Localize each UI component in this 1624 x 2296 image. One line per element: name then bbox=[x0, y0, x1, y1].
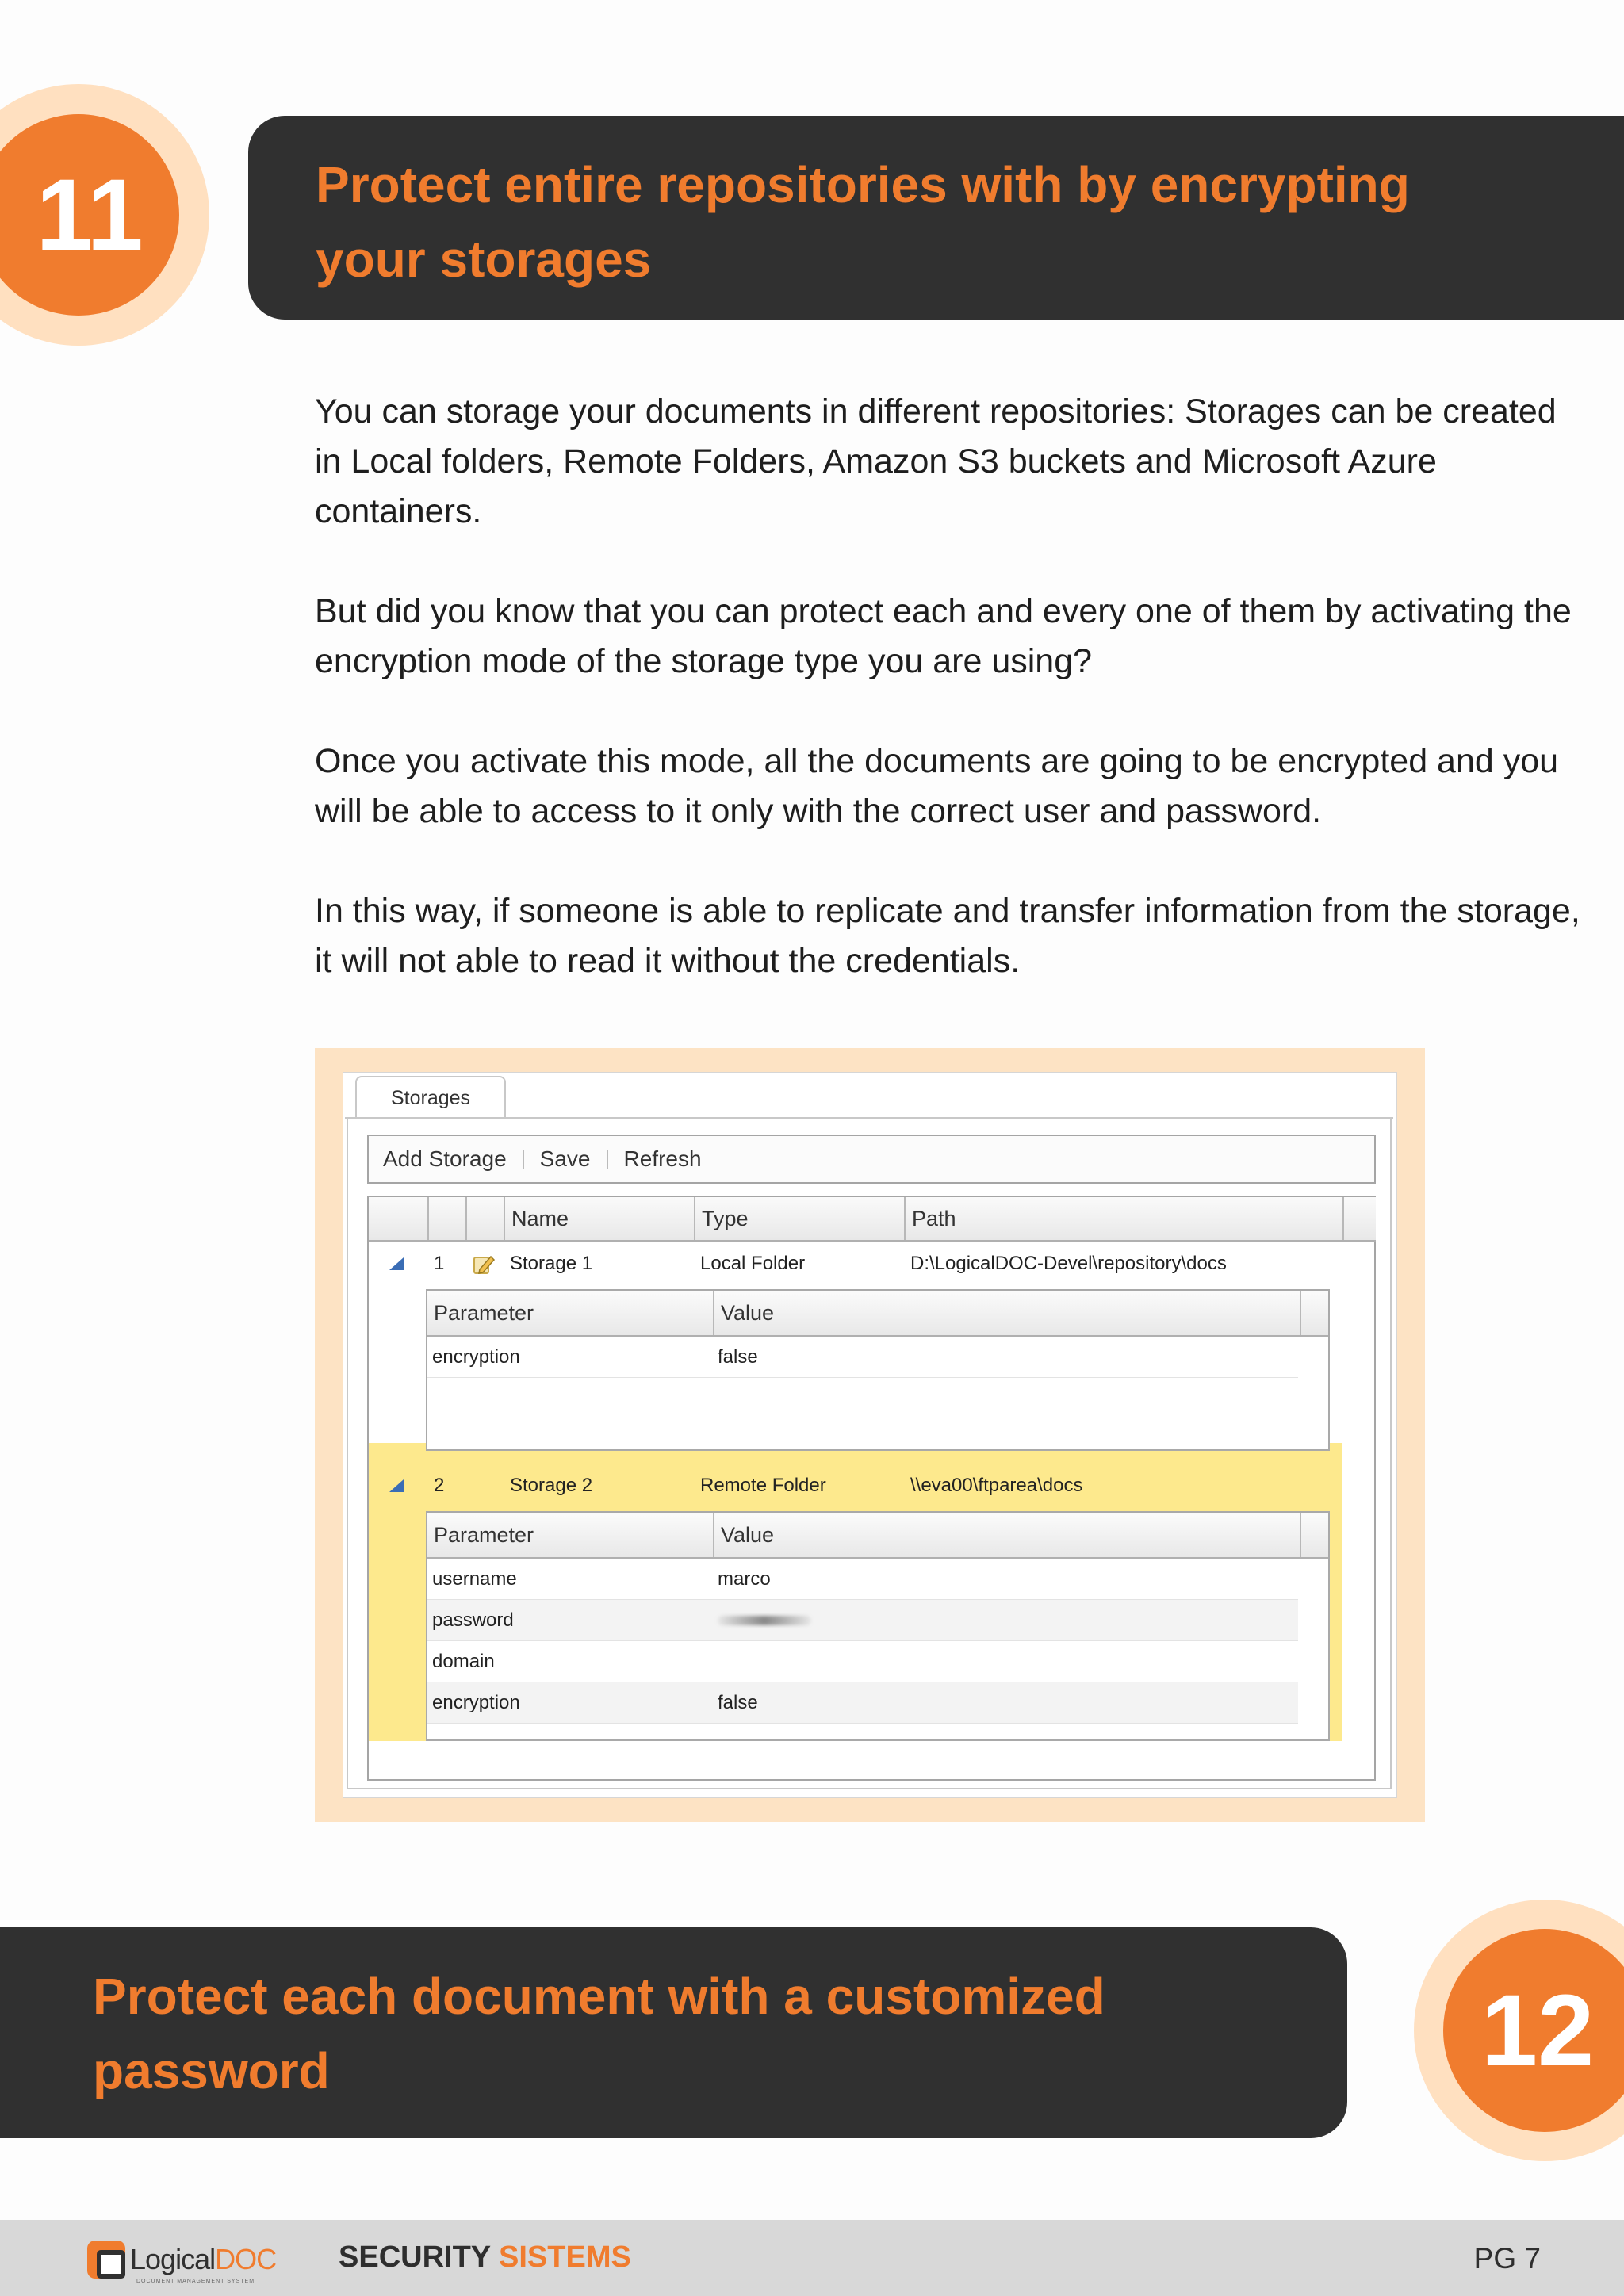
parameter-row[interactable] bbox=[427, 1641, 1298, 1682]
footer-title-accent: SISTEMS bbox=[499, 2241, 631, 2274]
parameter-value[interactable]: marco bbox=[718, 1567, 771, 1590]
menu-column-header[interactable] bbox=[1342, 1197, 1376, 1240]
parameter-row[interactable] bbox=[427, 1559, 1298, 1600]
logo-mark-icon bbox=[87, 2241, 125, 2279]
page-footer bbox=[0, 2220, 1624, 2296]
menu-column-header[interactable] bbox=[1300, 1291, 1328, 1335]
parameter-name: encryption bbox=[432, 1345, 520, 1368]
icon-column-header bbox=[465, 1197, 504, 1240]
parameter-name: domain bbox=[432, 1650, 495, 1672]
value-column-header[interactable]: Value bbox=[713, 1291, 1300, 1335]
toolbar-separator bbox=[523, 1150, 524, 1169]
index-column-header bbox=[427, 1197, 465, 1240]
logo-tagline: DOCUMENT MANAGEMENT SYSTEM bbox=[136, 2279, 255, 2284]
storages-toolbar bbox=[367, 1135, 1376, 1184]
parameter-value[interactable]: false bbox=[718, 1691, 758, 1713]
paragraph: But did you know that you can protect each and every one of them by activating the encryption mode of the storage type you are using? bbox=[315, 592, 1572, 680]
logo-wordmark bbox=[130, 2243, 276, 2276]
expand-icon[interactable] bbox=[389, 1242, 404, 1286]
parameters-header bbox=[427, 1513, 1328, 1559]
section-11-number: 11 bbox=[0, 114, 179, 316]
type-column-header[interactable]: Type bbox=[694, 1197, 904, 1240]
parameter-name: password bbox=[432, 1609, 514, 1631]
section-12-title-line2: password bbox=[93, 2042, 330, 2099]
section-11-header bbox=[248, 116, 1624, 320]
storage-name: Storage 2 bbox=[510, 1475, 593, 1496]
section-12-title-line1: Protect each document with a customized bbox=[93, 1968, 1105, 2025]
expand-icon[interactable] bbox=[389, 1464, 404, 1508]
storages-screenshot bbox=[315, 1048, 1425, 1822]
footer-title-main: SECURITY bbox=[339, 2241, 491, 2274]
parameter-row[interactable] bbox=[427, 1682, 1298, 1724]
table-row-selected[interactable] bbox=[369, 1464, 1342, 1508]
section-11-body bbox=[315, 387, 1584, 1036]
storage-2-parameters bbox=[426, 1511, 1330, 1741]
logo-wordmark-accent: DOC bbox=[215, 2243, 277, 2275]
toolbar-separator bbox=[607, 1150, 608, 1169]
add-storage-button[interactable]: Add Storage bbox=[383, 1146, 507, 1171]
paragraph: In this way, if someone is able to replicate and transfer information from the storage, it will not able to read it without the credentials. bbox=[315, 892, 1580, 980]
storages-panel bbox=[343, 1072, 1397, 1798]
menu-column-header[interactable] bbox=[1300, 1513, 1328, 1557]
storage-path: D:\LogicalDOC-Devel\repository\docs bbox=[910, 1253, 1227, 1274]
paragraph: You can storage your documents in different repositories: Storages can be created in Local folders, Remote Folders, Amazon S3 buckets and Microsoft Azure containers. bbox=[315, 392, 1557, 530]
paragraph: Once you activate this mode, all the documents are going to be encrypted and you will be able to access to it only with the correct user and password. bbox=[315, 742, 1559, 830]
parameter-name: encryption bbox=[432, 1691, 520, 1713]
parameter-row[interactable] bbox=[427, 1600, 1298, 1641]
section-11-title-line1: Protect entire repositories with by encrypting bbox=[316, 156, 1410, 213]
storage-type: Local Folder bbox=[700, 1253, 806, 1274]
password-value-obscured[interactable] bbox=[718, 1600, 811, 1640]
name-column-header[interactable]: Name bbox=[504, 1197, 694, 1240]
page-number: PG 7 bbox=[1473, 2242, 1541, 2275]
row-index: 2 bbox=[434, 1475, 445, 1496]
parameter-name: username bbox=[432, 1567, 517, 1590]
path-column-header[interactable]: Path bbox=[904, 1197, 1342, 1240]
row-index: 1 bbox=[434, 1253, 445, 1274]
grid-header bbox=[369, 1196, 1376, 1242]
expander-column-header bbox=[369, 1197, 427, 1240]
storage-path: \\eva00\ftparea\docs bbox=[910, 1475, 1083, 1496]
parameter-value[interactable]: false bbox=[718, 1345, 758, 1368]
table-row[interactable] bbox=[369, 1242, 1376, 1286]
refresh-button[interactable]: Refresh bbox=[623, 1146, 702, 1171]
parameter-row[interactable] bbox=[427, 1337, 1298, 1378]
storages-grid bbox=[367, 1196, 1376, 1781]
tab-storages[interactable]: Storages bbox=[355, 1076, 506, 1119]
parameter-column-header[interactable]: Parameter bbox=[434, 1522, 534, 1547]
logicaldoc-logo bbox=[87, 2241, 277, 2284]
section-12-number: 12 bbox=[1443, 1929, 1624, 2132]
parameter-column-header[interactable]: Parameter bbox=[434, 1300, 534, 1325]
storage-name: Storage 1 bbox=[510, 1253, 593, 1274]
edit-pencil-icon[interactable] bbox=[470, 1242, 497, 1286]
logo-wordmark-main: Logical bbox=[130, 2243, 216, 2275]
parameters-header bbox=[427, 1291, 1328, 1337]
storage-1-parameters bbox=[426, 1289, 1330, 1451]
footer-title bbox=[339, 2241, 631, 2275]
section-11-title-line2: your storages bbox=[316, 231, 652, 288]
value-column-header[interactable]: Value bbox=[713, 1513, 1300, 1557]
save-button[interactable]: Save bbox=[539, 1146, 591, 1171]
section-12-header bbox=[0, 1927, 1347, 2138]
storage-type: Remote Folder bbox=[700, 1475, 826, 1496]
section-11-badge bbox=[0, 84, 209, 346]
section-12-badge bbox=[1414, 1900, 1624, 2161]
